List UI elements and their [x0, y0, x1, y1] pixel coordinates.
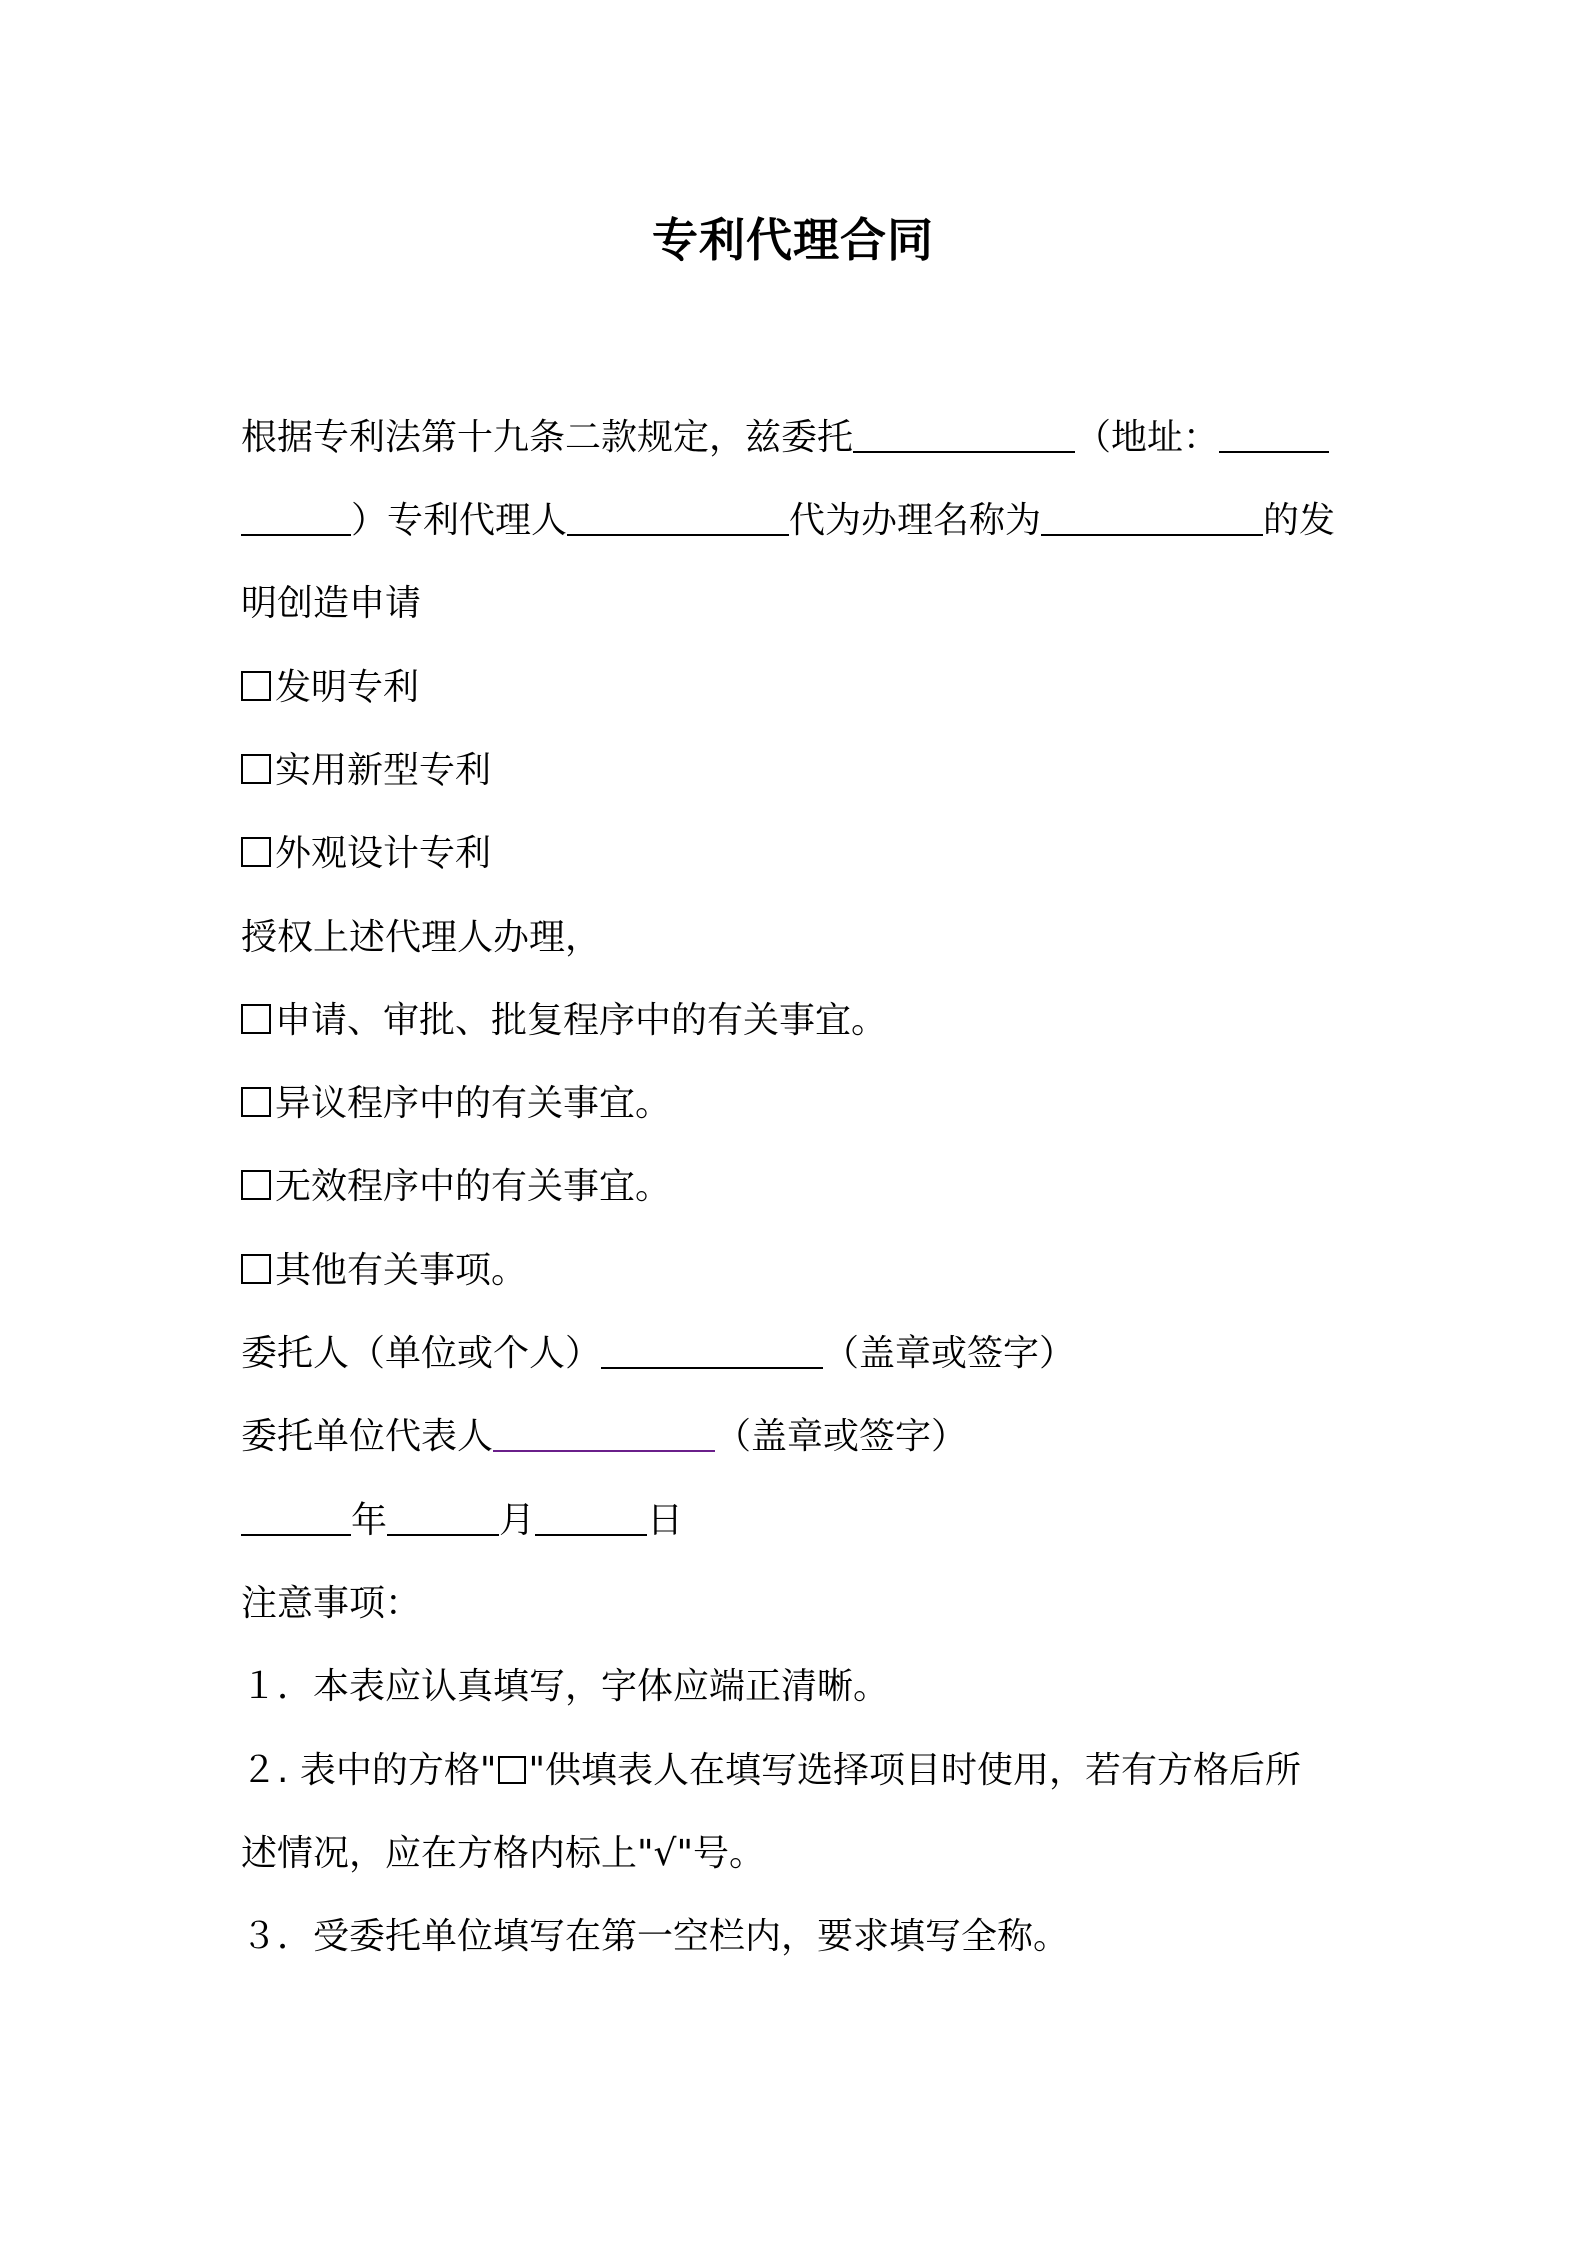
checkbox-label: 无效程序中的有关事宜。 [275, 1166, 672, 1207]
year-blank[interactable] [241, 1498, 351, 1536]
client-signature-blank[interactable] [601, 1331, 823, 1369]
address-blank[interactable] [1219, 415, 1329, 453]
checkbox-icon[interactable] [241, 1254, 271, 1284]
checkbox-label: 外观设计专利 [275, 833, 492, 874]
representative-label: 委托单位代表人 [241, 1416, 494, 1457]
note-1: １．本表应认真填写，字体应端正清晰。 [241, 1666, 890, 1707]
checkbox-icon [498, 1756, 526, 1784]
intro-line-1 [241, 410, 1329, 466]
note-2-line-1 [241, 1743, 1301, 1799]
checkbox-icon[interactable] [241, 837, 271, 867]
client-signature-line [241, 1326, 1075, 1382]
checkbox-application-matters[interactable] [241, 993, 887, 1049]
notes-heading: 注意事项： [241, 1583, 422, 1624]
trustee-blank[interactable] [853, 415, 1075, 453]
invention-name-blank[interactable] [1041, 498, 1263, 536]
agent-blank[interactable] [567, 498, 789, 536]
day-label: 日 [647, 1500, 684, 1541]
checkbox-label: 申请、审批、批复程序中的有关事宜。 [275, 1000, 888, 1041]
checkbox-icon[interactable] [241, 1004, 271, 1034]
checkbox-label: 异议程序中的有关事宜。 [275, 1083, 672, 1124]
intro-text-1: 根据专利法第十九条二款规定，兹委托 [241, 417, 854, 458]
intro-text-2: （地址： [1075, 417, 1220, 458]
intro-text-3: ）专利代理人 [351, 500, 568, 541]
representative-seal-label: （盖章或签字） [715, 1416, 968, 1457]
checkbox-opposition-matters[interactable] [241, 1076, 671, 1132]
intro-text-5: 的发 [1263, 500, 1336, 541]
month-label: 月 [499, 1500, 536, 1541]
note-2-text-a: ２. 表中的方格" [241, 1750, 497, 1791]
day-blank[interactable] [535, 1498, 647, 1536]
intro-text-4: 代为办理名称为 [789, 500, 1042, 541]
checkbox-icon[interactable] [241, 1170, 271, 1200]
authorize-text: 授权上述代理人办理， [241, 917, 602, 958]
document-title: 专利代理合同 [652, 213, 934, 267]
checkbox-design-patent[interactable] [241, 826, 491, 882]
checkbox-label: 其他有关事项。 [275, 1250, 528, 1291]
year-label: 年 [351, 1500, 388, 1541]
checkbox-invalidation-matters[interactable] [241, 1159, 671, 1215]
client-seal-label: （盖章或签字） [823, 1333, 1076, 1374]
month-blank[interactable] [387, 1498, 499, 1536]
address-blank-continued[interactable] [241, 498, 351, 536]
intro-line-2 [241, 493, 1335, 549]
checkbox-other-matters[interactable] [241, 1243, 527, 1299]
date-line [241, 1493, 683, 1549]
intro-line-3: 明创造申请 [241, 583, 422, 624]
checkbox-label: 发明专利 [275, 667, 420, 708]
checkbox-invention-patent[interactable] [241, 660, 419, 716]
note-2-line-2: 述情况，应在方格内标上"√"号。 [241, 1833, 766, 1874]
checkbox-utility-model[interactable] [241, 743, 491, 799]
checkbox-icon[interactable] [241, 1087, 271, 1117]
checkbox-icon[interactable] [241, 671, 271, 701]
representative-signature-line [241, 1409, 967, 1465]
note-2-text-b: "供填表人在填写选择项目时使用，若有方格后所 [528, 1750, 1302, 1791]
checkbox-icon[interactable] [241, 754, 271, 784]
note-3: ３．受委托单位填写在第一空栏内，要求填写全称。 [241, 1916, 1070, 1957]
checkbox-label: 实用新型专利 [275, 750, 492, 791]
representative-signature-blank[interactable] [493, 1414, 715, 1452]
client-label: 委托人（单位或个人） [241, 1333, 602, 1374]
